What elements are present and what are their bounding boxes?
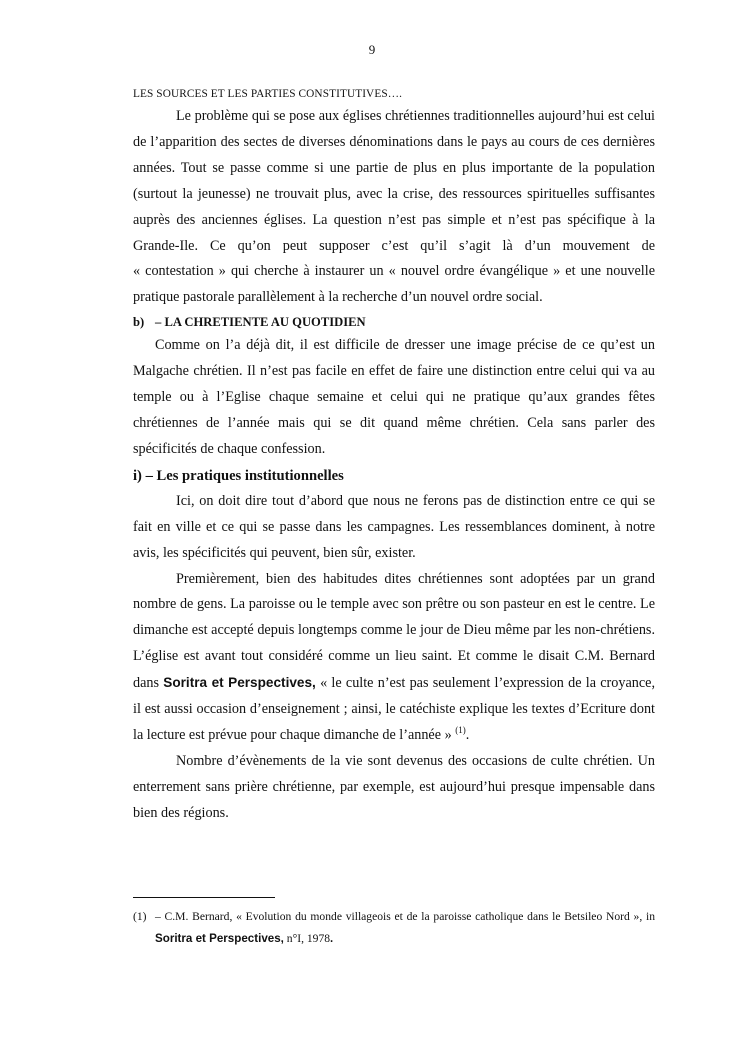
book-title: Soritra et Perspectives, <box>163 675 316 691</box>
running-header: LES SOURCES ET LES PARTIES CONSTITUTIVES…. <box>133 88 403 100</box>
page-number: 9 <box>368 42 376 57</box>
footnote-book-title: Soritra et Perspectives, <box>155 932 284 945</box>
bernard-quote: « le culte n’est pas seulement l’expression de la croyance, il est aussi occasion d’enseignement ; ainsi, le catéchiste explique les textes d’Ecriture dont la lecture est prévue pour chaque dimanche de l’année » <box>133 675 655 743</box>
footnote-end: . <box>330 932 333 945</box>
paragraph-sects: Le problème qui se pose aux églises chrétiennes traditionnelles aujourd’hui est celui de l’apparition des sectes de diverses dénominations dans le pays au cours de ces dernières années. Tout se passe comme si une partie de plus en plus importante de la population (surtout la jeunesse) ne trouvait plus, avec la crise, des ressources spirituelles suffisantes auprès des anciennes églises. La question n’est pas simple et n’est pas spécifique à la Grande-Ile. Ce qu’on peut supposer c’est qu’il s’agit là d’un mouvement de « contestation » qui cherche à instaurer un « nouvel ordre évangélique » et une nouvelle pratique pastorale parallèlement à la recherche d’un nouvel ordre social. <box>133 108 655 306</box>
footnote-reference[interactable]: (1) <box>455 724 466 735</box>
subsection-heading-pratiques: i) – Les pratiques institutionnelles <box>133 467 344 484</box>
footnote-entry <box>133 906 655 950</box>
sentence-end: . <box>465 726 470 743</box>
paragraph-malgache-chretien: Comme on l’a déjà dit, il est difficile de dresser une image précise de ce qu’est un Malgache chrétien. Il n’est pas facile en effet de faire une distinction entre celui qui va au temple ou à l’Eglise chaque semaine et celui qui ne pratique qu’aux grandes fêtes chrétiennes de l’année mais qui se dit quand même chrétien. Cela sans parler des spécificités de chaque confession. <box>133 337 655 457</box>
section-heading-chretiente <box>133 311 655 333</box>
page-body <box>133 84 655 827</box>
section-title: – LA CHRETIENTE AU QUOTIDIEN <box>155 315 366 330</box>
paragraph-habitudes <box>133 567 655 749</box>
paragraph-habitudes-text: Premièrement, bien des habitudes dites chrétiennes sont adoptées par un grand nombre de gens. La paroisse ou le temple avec son prêtre ou son pasteur en est le centre. Le dimanche est accepté depuis longtemps comme le jour de Dieu même par les non-chrétiens. L’église est avant tout considéré comme un lieu saint. Et comme le disait C.M. Bernard dans <box>133 570 655 692</box>
footnote-issue: n°I, 1978 <box>283 932 331 945</box>
footnote-divider <box>133 897 275 898</box>
paragraph-ville-campagne: Ici, on doit dire tout d’abord que nous ne ferons pas de distinction entre ce qui se fait en ville et ce qui se passe dans les campagnes. Les ressemblances dominent, à notre avis, les spécificités qui peuvent, bien sûr, exister. <box>133 492 655 561</box>
paragraph-evenements: Nombre d’évènements de la vie sont devenus des occasions de culte chrétien. Un enterrement sans prière chrétienne, par exemple, est aujourd’hui presque impensable dans bien des régions. <box>133 752 655 821</box>
footnote <box>133 906 655 950</box>
section-label: b) <box>133 315 145 330</box>
footnote-text: – C.M. Bernard, « Evolution du monde villageois et de la paroisse catholique dans le Betsileo Nord », in <box>155 910 655 923</box>
footnote-number: (1) <box>133 910 147 923</box>
